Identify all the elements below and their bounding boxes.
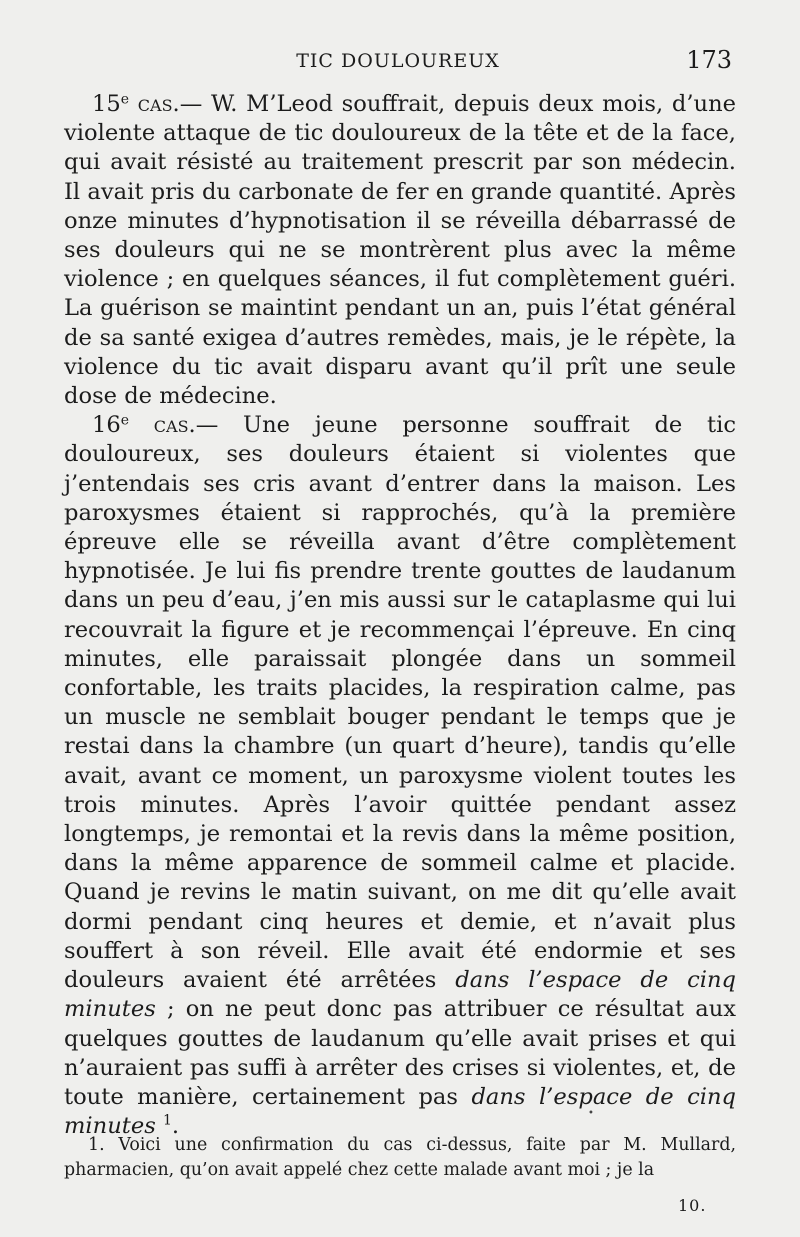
- case-16-ordinal: e: [120, 412, 130, 429]
- case-16-emphasis-1: dans l’espace de cinq minutes: [64, 967, 736, 1023]
- print-mark: •: [588, 1108, 594, 1119]
- case-16-paragraph: [64, 411, 736, 1141]
- footnote-number: 1.: [88, 1135, 105, 1155]
- footnote: [64, 1133, 736, 1183]
- footnote-reference[interactable]: 1: [163, 1112, 172, 1129]
- case-16-text-b: ; on ne peut donc pas attribuer ce résultat aux quelques gouttes de laudanum qu’elle avait prises et qui n’auraient pas suffi à arrêter des crises si violentes, et, de toute manière, certainement pas: [64, 996, 736, 1110]
- running-title: TIC DOULOUREUX: [296, 50, 500, 72]
- page-number: 173: [686, 46, 732, 74]
- case-16-number: 16: [92, 412, 121, 439]
- case-15-text: .— W. M’Leod souffrait, depuis deux mois, d’une violente attaque de tic douloureux de la tête et de la face, qui avait résisté au traitement prescrit par son médecin. Il avait pris du carbonate de fer en grande quantité. Après onze minutes d’hypnotisation il se réveilla débarrassé de ses douleurs qui ne se montrèrent plus avec la même violence ; en quelques séances, il fut complètement guéri. La guérison se maintint pendant un an, puis l’état général de sa santé exigea d’autres remèdes, mais, je le répète, la violence du tic avait disparu avant qu’il prît une seule dose de médecine.: [64, 91, 736, 410]
- body-text: [64, 90, 736, 1141]
- case-16-label: cas: [153, 412, 189, 439]
- case-16-text-a: .— Une jeune personne souffrait de tic douloureux, ses douleurs étaient si violentes que j’entendais ses cris avant d’entrer dans la maison. Les paroxysmes étaient si rapprochés, qu’à la première épreuve elle se réveilla avant d’être complètement hypnotisée. Je lui fis prendre trente gouttes de laudanum dans un peu d’eau, j’en mis aussi sur le cataplasme qui lui recouvrait la figure et je recommençai l’épreuve. En cinq minutes, elle paraissait plongée dans un sommeil confortable, les traits placides, la respiration calme, pas un muscle ne semblait bouger pendant le temps que je restai dans la chambre (un quart d’heure), tandis qu’elle avait, avant ce moment, un paroxysme violent toutes les trois minutes. Après l’avoir quittée pendant assez longtemps, je remontai et la revis dans la même position, dans la même apparence de sommeil calme et placide. Quand je revins le matin suivant, on me dit qu’elle avait dormi pendant cinq heures et demie, et n’avait plus souffert à son réveil. Elle avait été endormie et ses douleurs avaient été arrêtées: [64, 412, 736, 994]
- case-15-paragraph: [64, 90, 736, 411]
- case-15-ordinal: e: [120, 91, 130, 108]
- footnote-text: Voici une confirmation du cas ci-dessus, faite par M. Mullard, pharmacien, qu’on avait appelé chez cette malade avant moi ; je la: [64, 1135, 736, 1180]
- case-16-emphasis-2: dans l’espace de cinq minutes: [64, 1083, 736, 1140]
- running-header: [64, 44, 732, 78]
- case-16-text-end: .: [171, 1113, 180, 1140]
- case-15-number: 15: [92, 91, 121, 117]
- signature-mark: 10.: [678, 1196, 707, 1215]
- case-15-label: cas: [137, 91, 173, 117]
